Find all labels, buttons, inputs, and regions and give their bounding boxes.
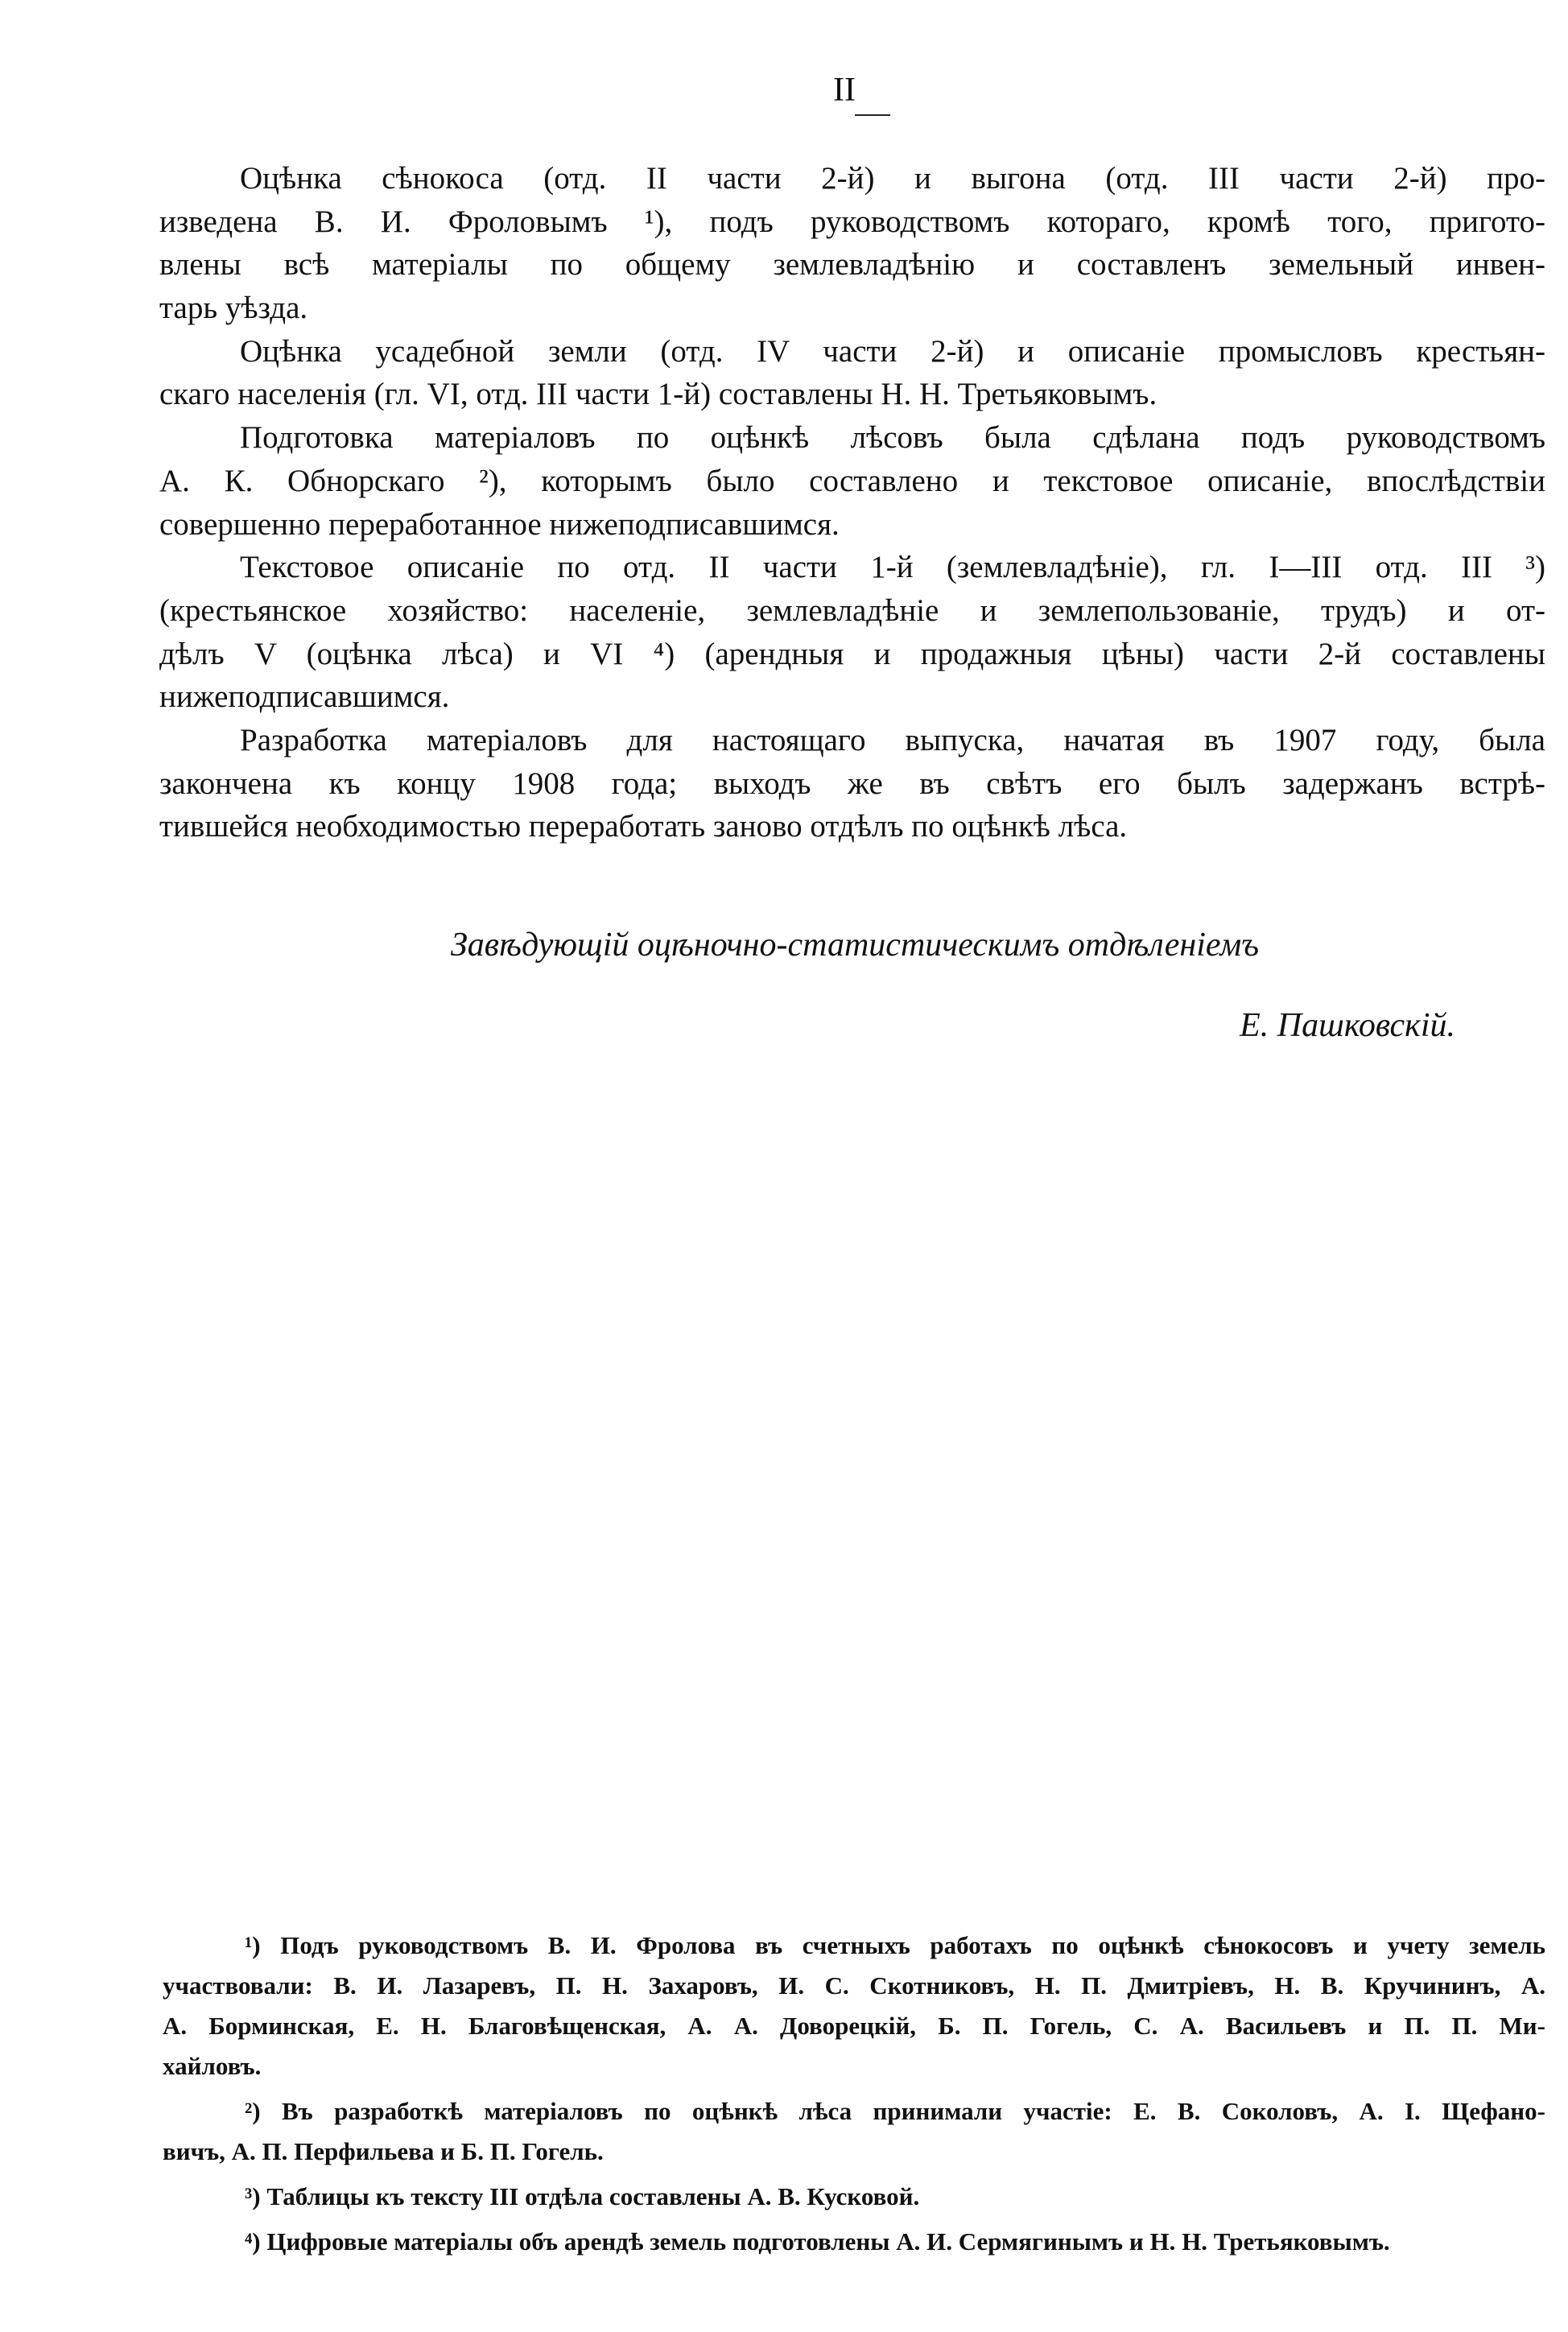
paragraph — [159, 330, 1545, 416]
text-line: Разработка матеріаловъ для настоящаго выпуска, начатая въ 1907 году, была — [240, 722, 1545, 757]
footnote-line: А. Борминская, Е. Н. Благовѣщенская, А. А. Доворецкій, Б. П. Гогель, С. А. Васильевъ и П. П. Ми- — [163, 2012, 1545, 2040]
text-line: тарь уѣзда. — [159, 291, 308, 326]
footnote — [163, 1925, 1545, 2086]
footnote — [163, 2177, 1545, 2217]
paragraph — [159, 416, 1545, 546]
text-line: Оцѣнка усадебной земли (отд. IV части 2-й) и описаніе промысловъ крестьян- — [240, 333, 1545, 369]
footnote-line: ²) Въ разработкѣ матеріаловъ по оцѣнкѣ лѣса принимали участіе: Е. В. Соколовъ, А. І. Щефано- — [245, 2097, 1545, 2125]
footnote — [163, 2091, 1545, 2172]
text-line: нижеподписавшимся. — [159, 679, 450, 715]
footnote-line: хайловъ. — [163, 2052, 262, 2080]
text-line: А. К. Обнорскаго ²), которымъ было составлено и текстовое описаніе, впослѣдствіи — [159, 463, 1545, 498]
footnote-line: ¹) Подъ руководствомъ В. И. Фролова въ счетныхъ работахъ по оцѣнкѣ сѣнокосовъ и учету земель — [245, 1931, 1545, 1959]
footnote-line: вичъ, А. П. Перфильева и Б. П. Гогель. — [163, 2137, 604, 2165]
paragraph — [159, 719, 1545, 848]
signature-name: Е. Пашковскій. — [1240, 1007, 1455, 1044]
page-number: II — [833, 72, 856, 109]
text-line: Оцѣнка сѣнокоса (отд. II части 2-й) и выгона (отд. III части 2-й) про- — [240, 161, 1545, 196]
signature-title: Завѣдующій оцѣночно-статистическимъ отдѣленіемъ — [451, 927, 1260, 964]
text-line: дѣлъ V (оцѣнка лѣса) и VI ⁴) (арендныя и продажныя цѣны) части 2-й составлены — [159, 636, 1545, 671]
footnotes — [163, 1925, 1545, 2267]
footnote — [163, 2222, 1545, 2262]
text-line: Подготовка матеріаловъ по оцѣнкѣ лѣсовъ была сдѣлана подъ руководствомъ — [240, 420, 1545, 456]
text-line: (крестьянское хозяйство: населеніе, землевладѣніе и землепользованіе, трудъ) и от- — [159, 592, 1545, 628]
text-line: тившейся необходимостью переработать заново отдѣлъ по оцѣнкѣ лѣса. — [159, 809, 1128, 844]
text-line: закончена къ концу 1908 года; выходъ же въ свѣтъ его былъ задержанъ встрѣ- — [159, 766, 1545, 801]
text-line: влены всѣ матеріалы по общему землевладѣнію и составленъ земельный инвен- — [159, 247, 1545, 283]
text-line: совершенно переработанное нижеподписавшимся. — [159, 506, 840, 542]
footnote-line: участвовали: В. И. Лазаревъ, П. Н. Захаровъ, И. С. Скотниковъ, Н. П. Дмитріевъ, Н. В. Кручининъ, А. — [163, 1971, 1545, 2000]
text-line: изведена В. И. Фроловымъ ¹), подъ руководствомъ котораго, кромѣ того, пригото- — [159, 204, 1545, 239]
footnote-line: ³) Таблицы къ тексту III отдѣла составлены А. В. Кусковой. — [245, 2182, 920, 2210]
page-number-rule — [855, 114, 890, 116]
paragraph — [159, 546, 1545, 719]
text-line: Текстовое описаніе по отд. II части 1-й (землевладѣніе), гл. I—III отд. III ³) — [240, 550, 1545, 585]
text-line: скаго населенія (гл. VI, отд. III части 1-й) составлены Н. Н. Третьяковымъ. — [159, 377, 1157, 412]
main-text — [159, 157, 1545, 848]
footnote-line: ⁴) Цифровые матеріалы объ арендѣ земель подготовлены А. И. Сермягинымъ и Н. Н. Третьяковымъ. — [245, 2227, 1390, 2256]
paragraph — [159, 157, 1545, 330]
